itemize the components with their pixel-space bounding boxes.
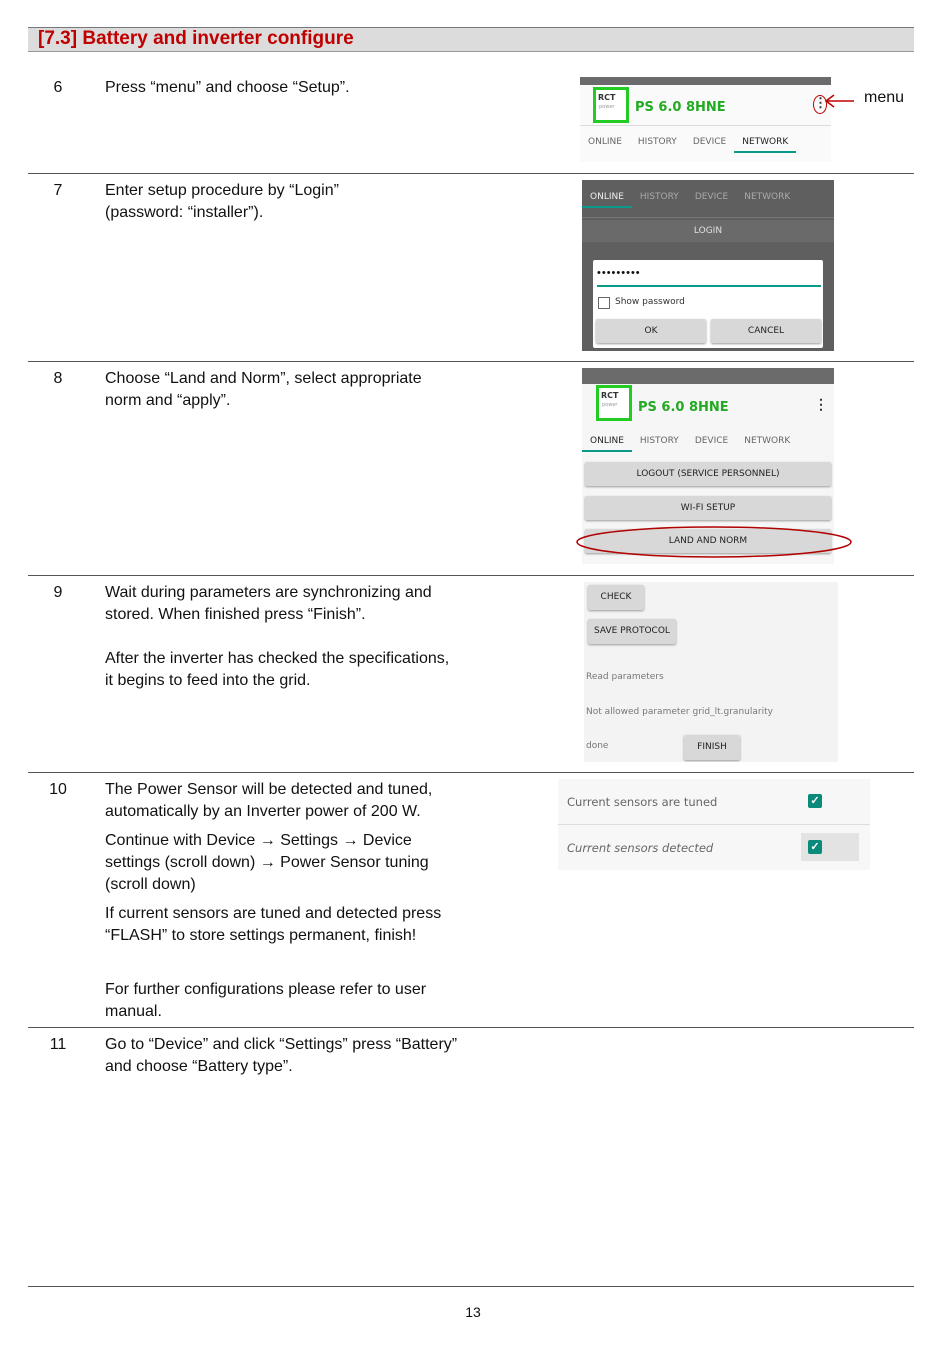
tab-online: ONLINE bbox=[582, 192, 632, 202]
wifi-setup-button[interactable]: WI-FI SETUP bbox=[585, 496, 831, 520]
step-number: 9 bbox=[53, 584, 63, 601]
ok-button[interactable]: OK bbox=[596, 319, 706, 343]
step-line: After the inverter has checked the specifications, bbox=[105, 650, 450, 667]
tab-bar-dimmed bbox=[582, 192, 798, 202]
tab-network[interactable]: NETWORK bbox=[744, 436, 791, 446]
step-line: Choose “Land and Norm”, select appropriate bbox=[105, 370, 422, 387]
log-line: Not allowed parameter grid_lt.granularity bbox=[586, 706, 773, 717]
step-number: 11 bbox=[49, 1036, 67, 1053]
sync-log bbox=[586, 649, 773, 762]
tab-online[interactable]: ONLINE bbox=[588, 137, 622, 147]
tab-bar bbox=[582, 436, 798, 446]
divider bbox=[28, 772, 914, 773]
step-number: 10 bbox=[49, 781, 67, 798]
tab-online[interactable]: ONLINE bbox=[582, 436, 632, 446]
logout-button[interactable]: LOGOUT (SERVICE PERSONNEL) bbox=[585, 462, 831, 486]
step-text bbox=[105, 1034, 485, 1078]
tab-network: NETWORK bbox=[744, 192, 791, 202]
device-title: PS 6.0 8HNE bbox=[635, 100, 726, 115]
step-number: 8 bbox=[53, 370, 63, 387]
check-icon[interactable]: ✓ bbox=[808, 794, 822, 808]
step-line: Enter setup procedure by “Login” bbox=[105, 182, 339, 199]
sensor-status-screenshot bbox=[558, 779, 870, 870]
sync-screen-screenshot bbox=[584, 582, 838, 762]
step-line: Go to “Device” and click “Settings” press “Battery” bbox=[105, 1036, 458, 1053]
login-dialog-screenshot bbox=[582, 180, 834, 351]
login-header: LOGIN bbox=[582, 220, 834, 242]
step-line: manual. bbox=[105, 1003, 162, 1020]
status-bar bbox=[582, 368, 834, 384]
step-text bbox=[105, 180, 475, 224]
step-line: it begins to feed into the grid. bbox=[105, 672, 311, 689]
rct-logo: RCT power bbox=[596, 385, 632, 421]
log-line: done bbox=[586, 741, 609, 751]
menu-callout-label: menu bbox=[864, 89, 905, 106]
divider bbox=[28, 575, 914, 576]
overflow-menu-icon[interactable]: ⋮ bbox=[813, 95, 827, 114]
check-icon[interactable]: ✓ bbox=[808, 840, 822, 854]
app-header-screenshot bbox=[580, 77, 831, 162]
status-bar bbox=[580, 77, 831, 85]
step-line: norm and “apply”. bbox=[105, 392, 231, 409]
step-text bbox=[105, 77, 475, 99]
section-title: [7.3] Battery and inverter configure bbox=[38, 28, 354, 49]
step-line: For further configurations please refer to user bbox=[105, 981, 427, 998]
step-line: settings (scroll down) → Power Sensor tuning bbox=[105, 854, 429, 871]
overflow-menu-icon[interactable]: ⋮ bbox=[814, 396, 828, 412]
step-line: and choose “Battery type”. bbox=[105, 1058, 293, 1075]
password-input[interactable]: ••••••••• bbox=[597, 267, 641, 279]
tab-network[interactable]: NETWORK bbox=[734, 137, 796, 147]
save-protocol-button[interactable]: SAVE PROTOCOL bbox=[588, 619, 676, 644]
step-line: Continue with Device → Settings → Device bbox=[105, 832, 412, 849]
sensors-tuned-label: Current sensors are tuned bbox=[567, 795, 718, 809]
tab-device[interactable]: DEVICE bbox=[694, 436, 729, 446]
sensors-detected-label: Current sensors detected bbox=[567, 841, 714, 855]
step-line: Wait during parameters are synchronizing and bbox=[105, 584, 432, 601]
rct-logo: RCT power bbox=[593, 87, 629, 123]
step-text bbox=[105, 779, 475, 1023]
tab-device[interactable]: DEVICE bbox=[692, 137, 727, 147]
highlight-ellipse bbox=[574, 524, 854, 560]
land-and-norm-button[interactable]: LAND AND NORM bbox=[585, 529, 831, 553]
step-line: (scroll down) bbox=[105, 876, 196, 893]
step-line: automatically by an Inverter power of 200 W. bbox=[105, 803, 421, 820]
footer-divider bbox=[28, 1286, 914, 1287]
tab-device: DEVICE bbox=[694, 192, 729, 202]
login-dialog bbox=[593, 260, 823, 348]
divider bbox=[28, 361, 914, 362]
step-line: (password: “installer”). bbox=[105, 204, 264, 221]
step-text bbox=[105, 368, 475, 412]
check-button[interactable]: CHECK bbox=[588, 585, 644, 610]
cancel-button[interactable]: CANCEL bbox=[711, 319, 821, 343]
show-password-label: Show password bbox=[615, 297, 685, 307]
step-number: 6 bbox=[53, 79, 63, 96]
device-title: PS 6.0 8HNE bbox=[638, 400, 729, 415]
step-line: The Power Sensor will be detected and tuned, bbox=[105, 781, 433, 798]
step-line: If current sensors are tuned and detected press bbox=[105, 905, 442, 922]
log-line: Read parameters bbox=[586, 672, 664, 682]
page-number: 13 bbox=[465, 1304, 481, 1320]
show-password-checkbox[interactable] bbox=[598, 297, 610, 309]
tab-history[interactable]: HISTORY bbox=[639, 436, 679, 446]
arrow-left-icon bbox=[822, 93, 856, 109]
step-number: 7 bbox=[53, 182, 63, 199]
step-text bbox=[105, 582, 475, 692]
divider bbox=[28, 173, 914, 174]
tab-history: HISTORY bbox=[639, 192, 679, 202]
tab-bar bbox=[580, 137, 796, 147]
step-line: “FLASH” to store settings permanent, finish! bbox=[105, 927, 417, 944]
divider bbox=[28, 1027, 914, 1028]
step-line: stored. When finished press “Finish”. bbox=[105, 606, 366, 623]
tab-history[interactable]: HISTORY bbox=[637, 137, 677, 147]
finish-button[interactable]: FINISH bbox=[684, 735, 740, 760]
step-line: Press “menu” and choose “Setup”. bbox=[105, 79, 350, 96]
